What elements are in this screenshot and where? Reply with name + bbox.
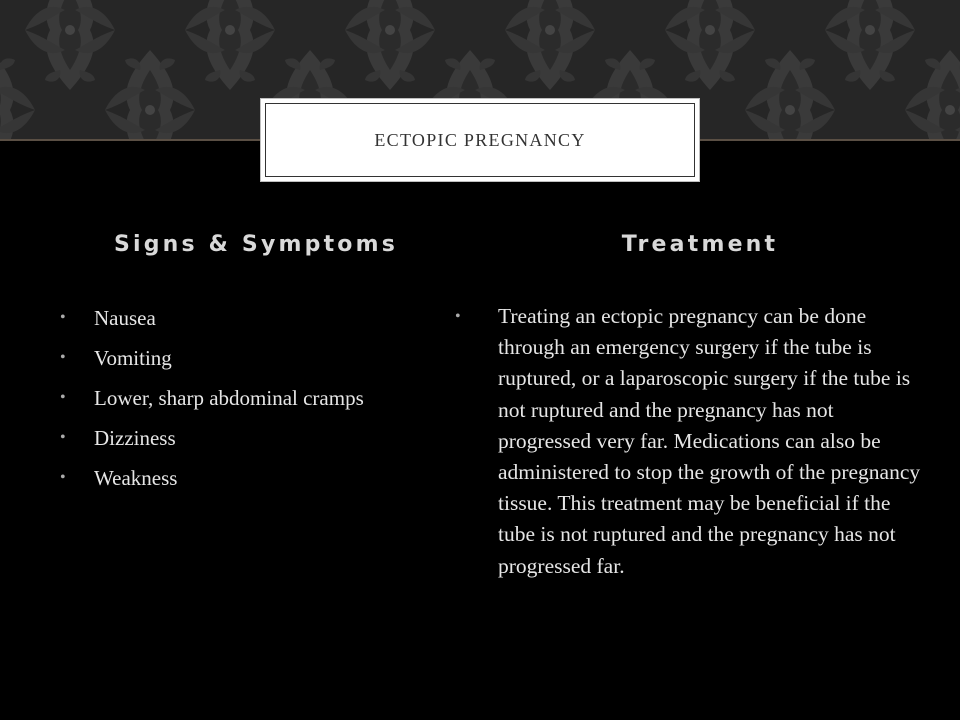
- bullet-icon: •: [60, 469, 66, 486]
- list-item-text: Vomiting: [94, 346, 172, 370]
- title-box-inner-border: [265, 103, 695, 177]
- symptoms-list: [60, 303, 460, 503]
- bullet-icon: •: [60, 349, 66, 366]
- slide-title: ECTOPIC PREGNANCY: [374, 129, 586, 150]
- title-box: [260, 98, 700, 182]
- list-item: [455, 301, 930, 582]
- bullet-icon: •: [455, 308, 461, 325]
- list-item: [60, 343, 460, 383]
- list-item: [60, 303, 460, 343]
- list-item-text: Lower, sharp abdominal cramps: [94, 386, 364, 410]
- list-item: [60, 383, 460, 423]
- list-item: [60, 463, 460, 503]
- list-item-text: Dizziness: [94, 426, 176, 450]
- bullet-icon: •: [60, 309, 66, 326]
- bullet-icon: •: [60, 429, 66, 446]
- signs-symptoms-heading: Signs & Symptoms: [113, 232, 399, 257]
- list-item-text: Weakness: [94, 466, 178, 490]
- treatment-heading: Treatment: [621, 232, 779, 257]
- bullet-icon: •: [60, 389, 66, 406]
- list-item: [60, 423, 460, 463]
- list-item-text: Nausea: [94, 306, 156, 330]
- treatment-list: [455, 301, 930, 582]
- treatment-text: Treating an ectopic pregnancy can be done through an emergency surgery if the tube is ruptured, or a laparoscopic surgery if the tube is not ruptured and the pregnancy has not progressed very far. Medications can also be administered to stop the growth of the pregnancy tissue. This treatment may be beneficial if the tube is not ruptured and the pregnancy has not progressed far.: [498, 304, 921, 578]
